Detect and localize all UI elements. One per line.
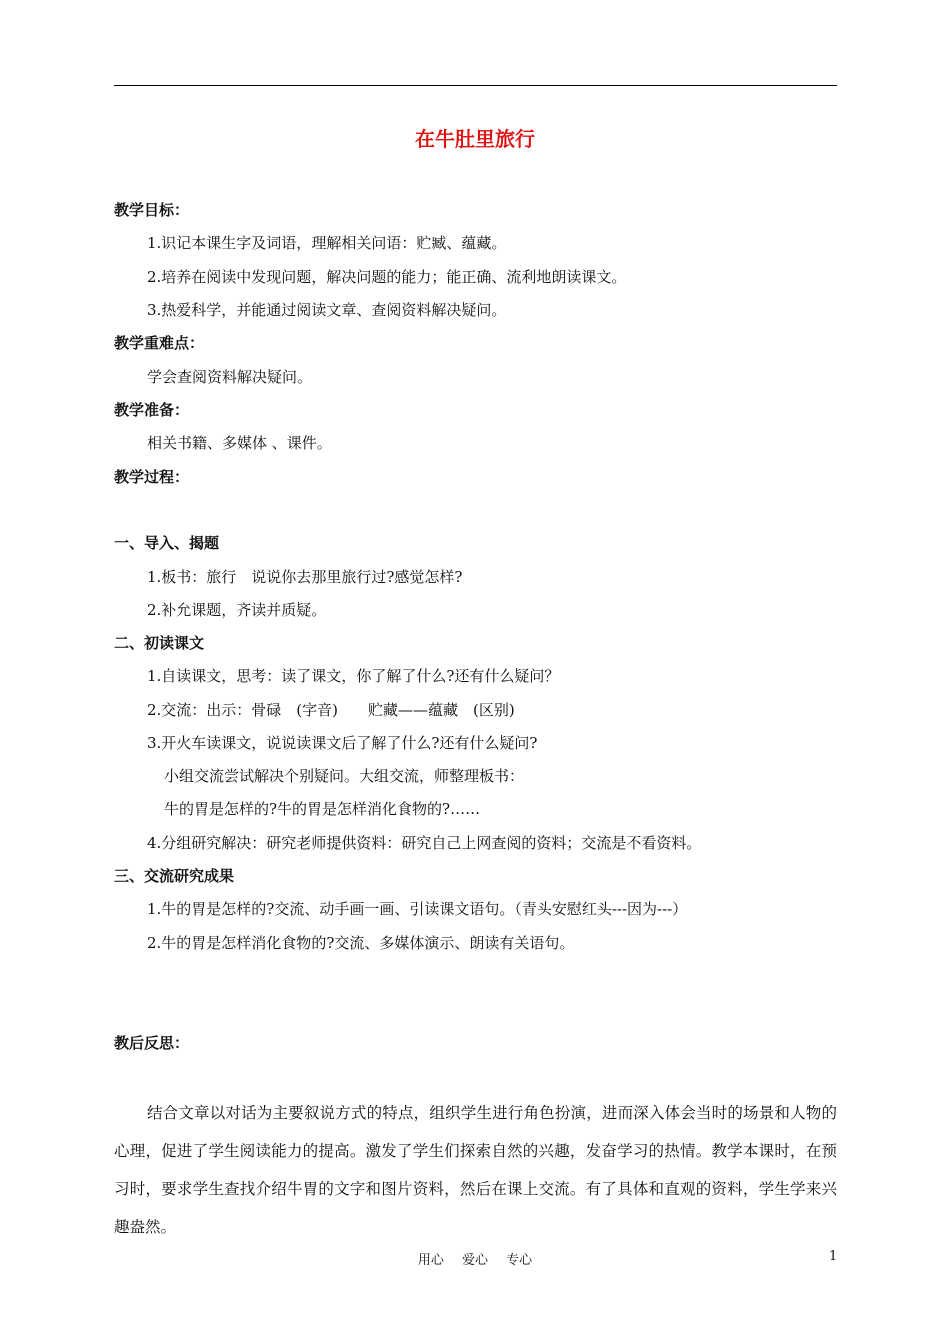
key-points-heading: 教学重难点：	[114, 334, 205, 352]
page-title: 在牛肚里旅行	[415, 127, 535, 151]
reflection-heading: 教后反思：	[114, 1034, 190, 1052]
step-heading: 三、交流研究成果	[114, 867, 235, 885]
step-item: 3.开火车读课文，说说读课文后了解了什么?还有什么疑问?	[147, 734, 538, 752]
step-item: 2.牛的胃是怎样消化食物的?交流、多媒体演示、朗读有关语句。	[147, 934, 575, 952]
step-item: 1.板书：旅行 说说你去那里旅行过?感觉怎样?	[147, 568, 463, 586]
step-item: 2.交流：出示：骨碌 (字音) 贮藏——蕴藏 (区别)	[147, 701, 515, 719]
goals-heading: 教学目标：	[114, 201, 190, 219]
footer-motto: 用心 爱心 专心	[417, 1253, 533, 1268]
goal-item: 3.热爱科学，并能通过阅读文章、查阅资料解决疑问。	[147, 301, 507, 319]
preparation-heading: 教学准备：	[114, 401, 190, 419]
step-item: 2.补允课题，齐读并质疑。	[147, 601, 327, 619]
page-number: 1	[829, 1249, 838, 1264]
header-rule	[114, 85, 837, 86]
key-points-text: 学会查阅资料解决疑问。	[147, 368, 313, 386]
process-heading: 教学过程：	[114, 468, 190, 486]
reflection-paragraph: 结合文章以对话为主要叙说方式的特点，组织学生进行角色扮演，进而深入体会当时的场景和人物的心理，促进了学生阅读能力的提高。激发了学生们探索自然的兴趣，发奋学习的热情。教学本课时，在预习时，要求学生查找介绍牛胃的文字和图片资料，然后在课上交流。有了具体和直观的资料，学生学来兴趣盎然。	[114, 1104, 837, 1236]
preparation-text: 相关书籍、多媒体 、课件。	[147, 434, 332, 452]
step-item: 1.牛的胃是怎样的?交流、动手画一画、引读课文语句。（青头安慰红头---因为---）	[147, 900, 688, 918]
goal-item: 1.识记本课生字及词语，理解相关问语：贮臧、蕴藏。	[147, 234, 507, 252]
step-heading: 一、导入、揭题	[114, 534, 220, 552]
step-subitem: 小组交流尝试解决个别疑问。大组交流，师整理板书：	[164, 767, 525, 785]
step-item: 1.自读课文，思考：读了课文，你了解了什么?还有什么疑问？	[147, 667, 560, 685]
step-heading: 二、初读课文	[114, 634, 205, 652]
goal-item: 2.培养在阅读中发现问题，解决问题的能力；能正确、流利地朗读课文。	[147, 268, 627, 286]
step-subitem: 牛的胃是怎样的?牛的胃是怎样消化食物的?……	[164, 800, 481, 818]
step-item: 4.分组研究解决：研究老师提供资料：研究自己上网查阅的资料；交流是不看资料。	[147, 834, 702, 852]
